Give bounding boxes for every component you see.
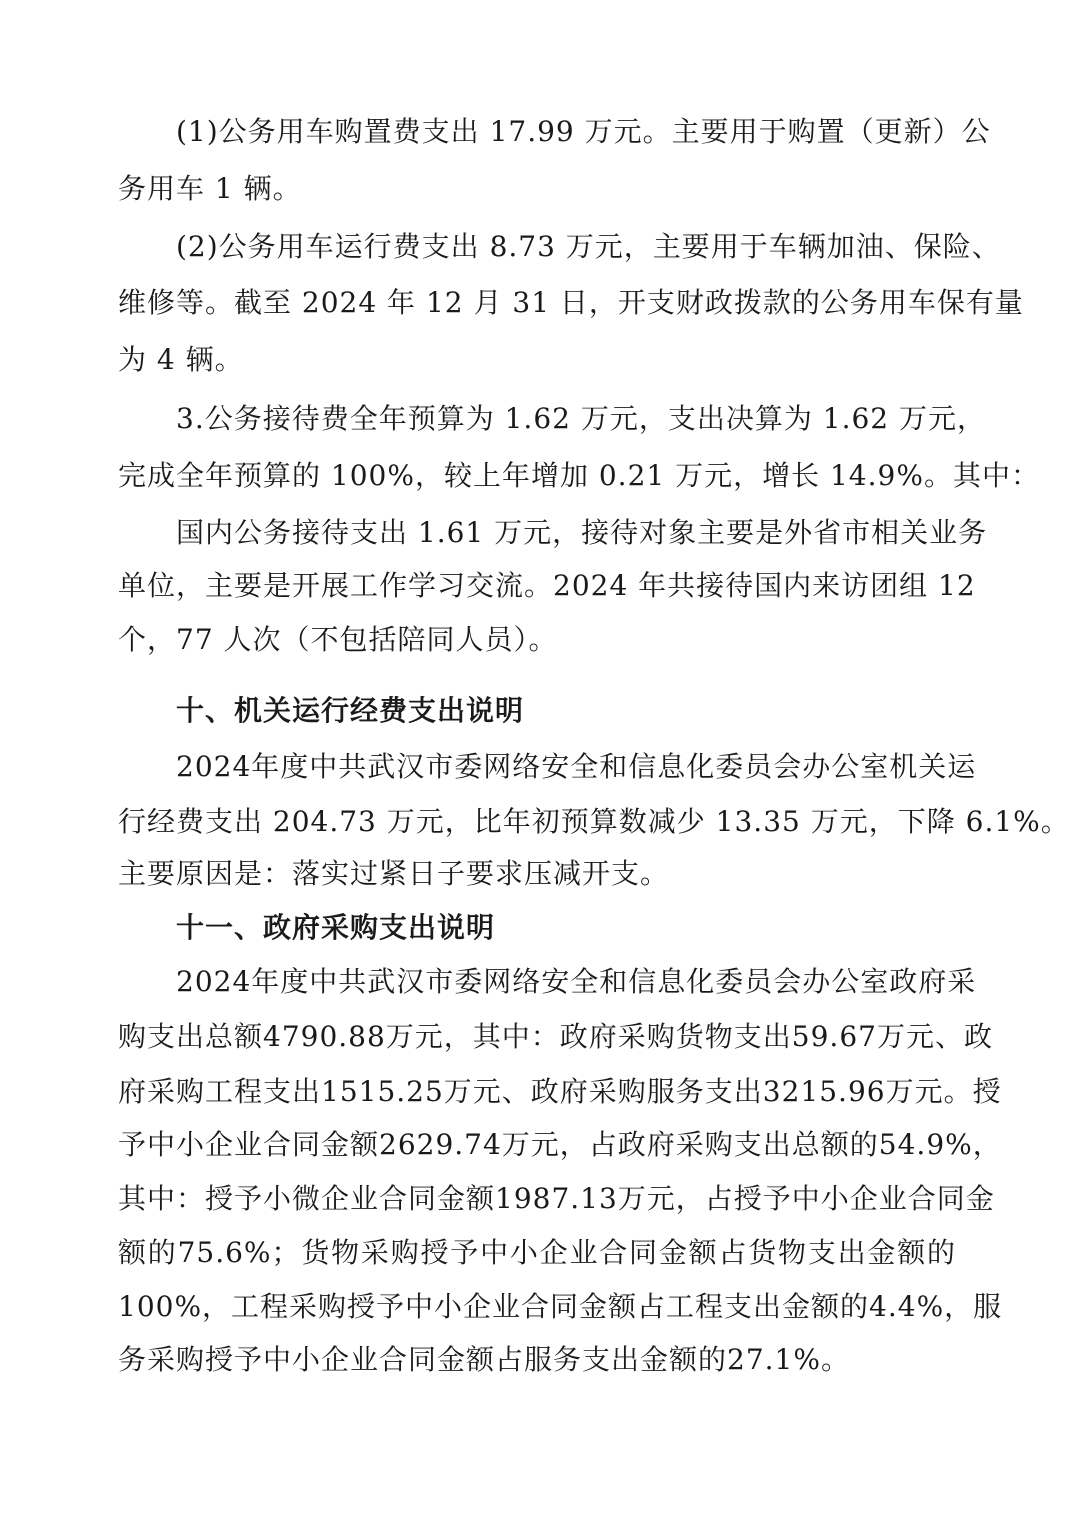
paragraph-procurement-line-8: 务采购授予中小企业合同金额占服务支出金额的27.1%。 bbox=[118, 1343, 850, 1376]
paragraph-procurement-line-3: 府采购工程支出1515.25万元、政府采购服务支出3215.96万元。授 bbox=[118, 1075, 1002, 1108]
paragraph-domestic-reception-line-2: 单位，主要是开展工作学习交流。2024 年共接待国内来访团组 12 bbox=[118, 569, 976, 602]
paragraph-operating-expenses-line-3: 主要原因是：落实过紧日子要求压减开支。 bbox=[118, 857, 670, 890]
paragraph-procurement-line-6: 额的75.6%；货物采购授予中小企业合同金额占货物支出金额的 bbox=[118, 1236, 956, 1269]
paragraph-operating-expenses-line-1: 2024年度中共武汉市委网络安全和信息化委员会办公室机关运 bbox=[176, 750, 977, 783]
paragraph-vehicle-operation-line-1: (2)公务用车运行费支出 8.73 万元，主要用于车辆加油、保险、 bbox=[176, 230, 1001, 263]
paragraph-domestic-reception-line-3: 个，77 人次（不包括陪同人员）。 bbox=[118, 623, 558, 656]
paragraph-vehicle-operation-line-2: 维修等。截至 2024 年 12 月 31 日，开支财政拨款的公务用车保有量 bbox=[118, 286, 1024, 319]
paragraph-vehicle-operation-line-3: 为 4 辆。 bbox=[118, 343, 244, 376]
paragraph-procurement-line-7: 100%，工程采购授予中小企业合同金额占工程支出金额的4.4%，服 bbox=[118, 1290, 1003, 1323]
paragraph-procurement-line-4: 予中小企业合同金额2629.74万元，占政府采购支出总额的54.9%， bbox=[118, 1128, 1002, 1161]
paragraph-vehicle-purchase-line-2: 务用车 1 辆。 bbox=[118, 172, 302, 205]
paragraph-reception-budget-line-1: 3.公务接待费全年预算为 1.62 万元，支出决算为 1.62 万元， bbox=[176, 402, 987, 435]
paragraph-procurement-line-5: 其中：授予小微企业合同金额1987.13万元，占授予中小企业合同金 bbox=[118, 1182, 995, 1215]
section-heading-government-procurement: 十一、政府采购支出说明 bbox=[176, 911, 496, 944]
paragraph-procurement-line-1: 2024年度中共武汉市委网络安全和信息化委员会办公室政府采 bbox=[176, 965, 977, 998]
paragraph-vehicle-purchase-line-1: (1)公务用车购置费支出 17.99 万元。主要用于购置（更新）公 bbox=[176, 115, 991, 148]
paragraph-procurement-line-2: 购支出总额4790.88万元，其中：政府采购货物支出59.67万元、政 bbox=[118, 1020, 993, 1053]
section-heading-operating-expenses: 十、机关运行经费支出说明 bbox=[176, 694, 525, 727]
paragraph-operating-expenses-line-2: 行经费支出 204.73 万元，比年初预算数减少 13.35 万元，下降 6.1%。 bbox=[118, 805, 1070, 838]
paragraph-reception-budget-line-2: 完成全年预算的 100%，较上年增加 0.21 万元，增长 14.9%。其中： bbox=[118, 459, 1040, 492]
paragraph-domestic-reception-line-1: 国内公务接待支出 1.61 万元，接待对象主要是外省市相关业务 bbox=[176, 516, 988, 549]
